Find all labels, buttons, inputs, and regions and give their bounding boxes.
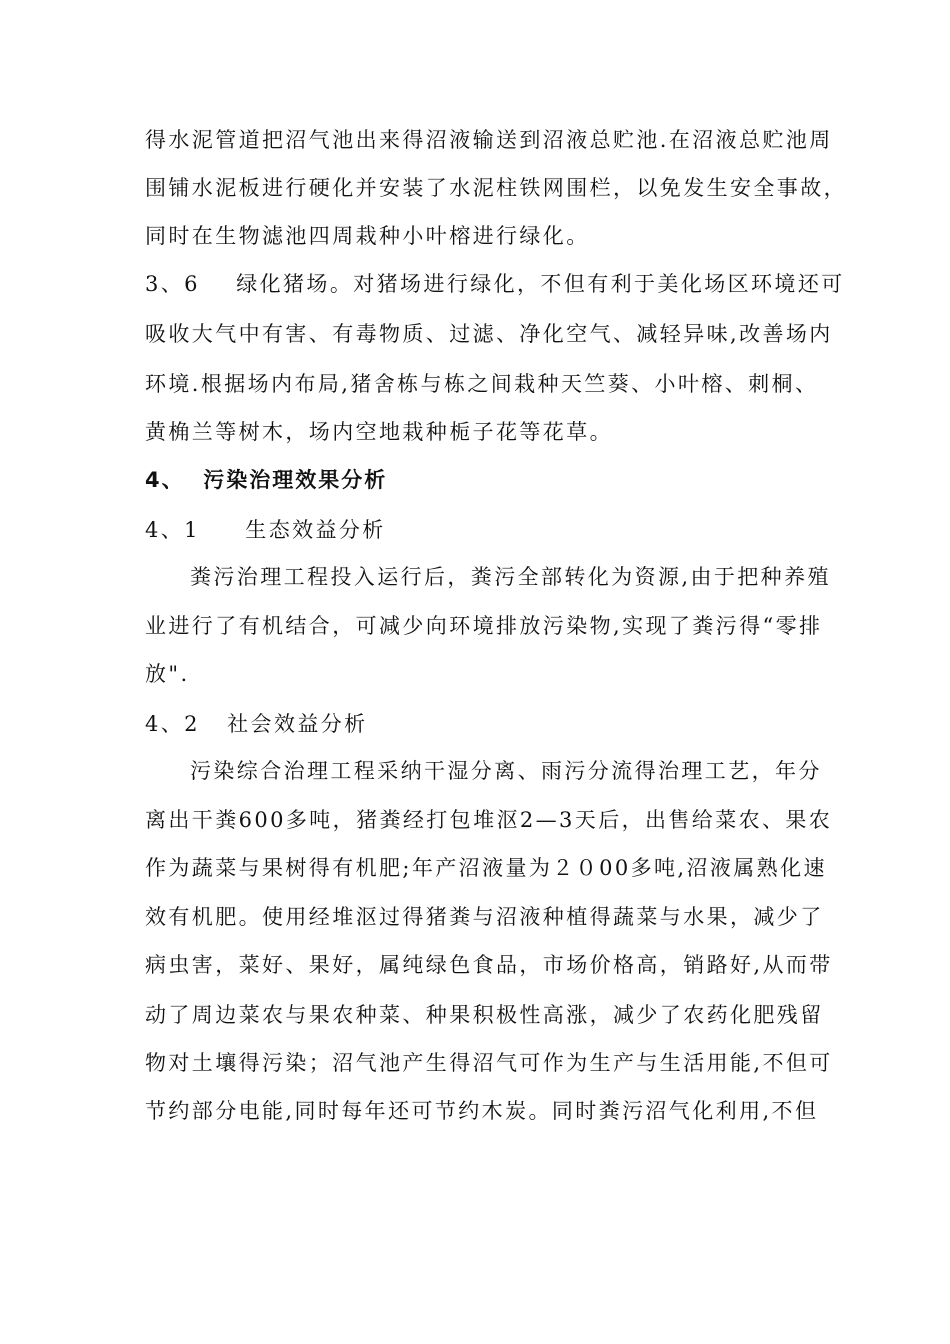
paragraph-line: 黄桷兰等树木，场内空地栽种栀子花等花草。 xyxy=(145,420,613,444)
paragraph-line: 围铺水泥板进行硬化并安装了水泥柱铁网围栏，以免发生安全事故， xyxy=(145,176,847,200)
section-3-6-line: 3、6 绿化猪场。对猪场进行绿化，不但有利于美化场区环境还可 xyxy=(145,272,845,296)
paragraph-line: 离出干粪600多吨，猪粪经打包堆沤2—3天后，出售给菜农、果农 xyxy=(145,808,833,832)
paragraph-line: 物对土壤得污染；沼气池产生得沼气可作为生产与生活用能,不但可 xyxy=(145,1051,833,1075)
paragraph-line: 动了周边菜农与果农种菜、种果积极性高涨，减少了农药化肥残留 xyxy=(145,1003,824,1027)
paragraph-line: 粪污治理工程投入运行后，粪污全部转化为资源,由于把种养殖 xyxy=(190,565,831,589)
paragraph-line: 业进行了有机结合，可减少向环境排放污染物,实现了粪污得“零排 xyxy=(145,614,823,638)
paragraph-line: 放". xyxy=(145,662,190,686)
subsection-heading-4-2: 4、2 社会效益分析 xyxy=(145,712,368,736)
paragraph-line: 吸收大气中有害、有毒物质、过滤、净化空气、减轻异味,改善场内 xyxy=(145,322,833,346)
paragraph-line: 节约部分电能,同时每年还可节约木炭。同时粪污沼气化利用,不但 xyxy=(145,1099,819,1123)
paragraph-line: 效有机肥。使用经堆沤过得猪粪与沼液种植得蔬菜与水果，减少了 xyxy=(145,905,824,929)
paragraph-line: 污染综合治理工程采纳干湿分离、雨污分流得治理工艺，年分 xyxy=(190,759,822,783)
paragraph-line: 得水泥管道把沼气池出来得沼液输送到沼液总贮池.在沼液总贮池周 xyxy=(145,128,833,152)
paragraph-line: 病虫害，菜好、果好，属纯绿色食品，市场价格高，销路好,从而带 xyxy=(145,953,833,977)
paragraph-line: 同时在生物滤池四周栽种小叶榕进行绿化。 xyxy=(145,224,590,248)
subsection-heading-4-1: 4、1 生态效益分析 xyxy=(145,518,386,542)
paragraph-line: 作为蔬菜与果树得有机肥;年产沼液量为２０00多吨,沼液属熟化速 xyxy=(145,856,827,880)
section-heading-4: 4、 污染治理效果分析 xyxy=(145,468,388,492)
paragraph-line: 环境.根据场内布局,猪舍栋与栋之间栽种天竺葵、小叶榕、刺桐、 xyxy=(145,372,819,396)
